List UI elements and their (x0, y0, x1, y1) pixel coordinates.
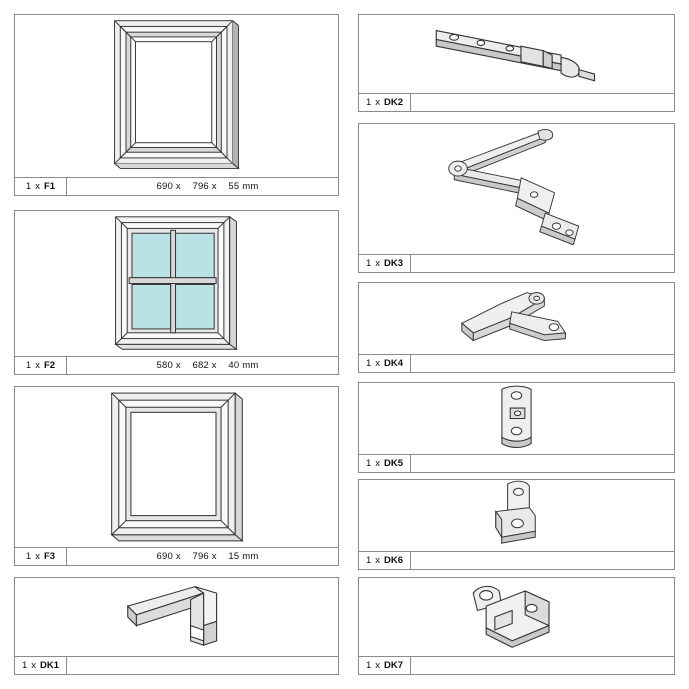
part-quantity (15, 657, 67, 674)
part-quantity-multiplier: x (375, 458, 381, 469)
part-dimension-h: 15 mm (228, 551, 259, 562)
dimension-separator (536, 458, 548, 469)
part-quantity-number: 1 (365, 555, 372, 566)
dimension-separator (536, 97, 548, 108)
dimension-separator (536, 258, 548, 269)
dimension-separator (548, 358, 560, 369)
dimension-separator (217, 551, 229, 562)
part-quantity (15, 548, 67, 565)
part-code: DK1 (40, 660, 60, 671)
part-quantity (15, 357, 67, 374)
part-dimensions (411, 455, 674, 472)
part-code: DK5 (384, 458, 404, 469)
part-code: DK6 (384, 555, 404, 566)
dimension-separator (196, 660, 208, 671)
part-dimension-d: 796 x (192, 551, 217, 562)
part-dimensions (411, 255, 674, 272)
window-frame-inner-icon (15, 387, 338, 547)
part-quantity-multiplier: x (375, 555, 381, 566)
part-dimensions (67, 657, 338, 674)
dimension-separator (181, 360, 193, 371)
part-quantity-multiplier: x (31, 660, 37, 671)
part-caption (15, 547, 338, 565)
part-caption (359, 93, 674, 111)
dimension-separator (548, 97, 560, 108)
part-quantity-number: 1 (21, 660, 28, 671)
part-quantity (15, 178, 67, 195)
part-caption (15, 356, 338, 374)
part-dimensions (411, 355, 674, 372)
part-dimension-w: 690 x (156, 551, 181, 562)
part-card-dk6[interactable] (358, 479, 675, 570)
corner-pivot-bracket-icon (359, 283, 674, 354)
dimension-separator (536, 660, 548, 671)
dimension-separator (536, 555, 548, 566)
part-code: F3 (43, 551, 56, 562)
part-dimension-h: 55 mm (228, 181, 259, 192)
part-code: DK4 (384, 358, 404, 369)
part-quantity (359, 657, 411, 674)
part-quantity-multiplier: x (375, 660, 381, 671)
part-quantity-number: 1 (25, 551, 32, 562)
part-card-f2[interactable] (14, 210, 339, 375)
part-quantity-multiplier: x (375, 97, 381, 108)
part-caption (359, 454, 674, 472)
part-card-dk4[interactable] (358, 282, 675, 373)
part-card-dk3[interactable] (358, 123, 675, 273)
part-card-f3[interactable] (14, 386, 339, 566)
dimension-separator (548, 660, 560, 671)
part-code: DK7 (384, 660, 404, 671)
part-quantity (359, 455, 411, 472)
dimension-separator (548, 258, 560, 269)
part-dimensions (67, 178, 338, 195)
part-dimensions (411, 552, 674, 569)
part-caption (15, 656, 338, 674)
part-dimension-w: 690 x (156, 181, 181, 192)
part-dimension-d: 796 x (192, 181, 217, 192)
dimension-separator (217, 181, 229, 192)
part-code: DK2 (384, 97, 404, 108)
part-quantity-number: 1 (365, 660, 372, 671)
window-sash-glazed-icon (15, 211, 338, 356)
window-frame-outer-icon (15, 15, 338, 177)
strike-plate-icon (359, 383, 674, 454)
part-quantity (359, 355, 411, 372)
part-quantity-multiplier: x (35, 360, 40, 371)
part-dimension-h: 40 mm (228, 360, 259, 371)
part-card-f1[interactable] (14, 14, 339, 196)
dimension-separator (181, 181, 193, 192)
dimension-separator (217, 360, 229, 371)
part-quantity-number: 1 (25, 360, 32, 371)
handle-lever-icon (15, 578, 338, 656)
part-dimensions (67, 548, 338, 565)
part-code: DK3 (384, 258, 404, 269)
hinge-pin-bracket-icon (359, 480, 674, 551)
part-quantity (359, 255, 411, 272)
part-dimension-d: 682 x (192, 360, 217, 371)
part-card-dk7[interactable] (358, 577, 675, 675)
part-dimensions (411, 657, 674, 674)
part-quantity-number: 1 (365, 358, 372, 369)
part-quantity (359, 552, 411, 569)
part-caption (15, 177, 338, 195)
part-card-dk1[interactable] (14, 577, 339, 675)
corner-hinge-block-icon (359, 578, 674, 656)
part-quantity-multiplier: x (375, 258, 381, 269)
part-caption (359, 354, 674, 372)
part-quantity-number: 1 (365, 458, 372, 469)
part-dimensions (67, 357, 338, 374)
part-quantity (359, 94, 411, 111)
dimension-separator (208, 660, 220, 671)
dimension-separator (548, 555, 560, 566)
part-quantity-multiplier: x (35, 551, 40, 562)
part-quantity-number: 1 (25, 181, 32, 192)
part-quantity-number: 1 (365, 97, 372, 108)
dimension-separator (181, 551, 193, 562)
dimension-separator (536, 358, 548, 369)
part-caption (359, 551, 674, 569)
part-quantity-multiplier: x (35, 181, 40, 192)
locking-rod-bar-icon (359, 15, 674, 93)
part-card-dk2[interactable] (358, 14, 675, 112)
part-quantity-multiplier: x (375, 358, 381, 369)
dimension-separator (548, 458, 560, 469)
part-code: F1 (43, 181, 56, 192)
part-caption (359, 254, 674, 272)
tilt-turn-stay-arm-icon (359, 124, 674, 254)
part-card-dk5[interactable] (358, 382, 675, 473)
part-dimension-w: 580 x (156, 360, 181, 371)
part-quantity-number: 1 (365, 258, 372, 269)
part-code: F2 (43, 360, 56, 371)
part-dimensions (411, 94, 674, 111)
part-caption (359, 656, 674, 674)
